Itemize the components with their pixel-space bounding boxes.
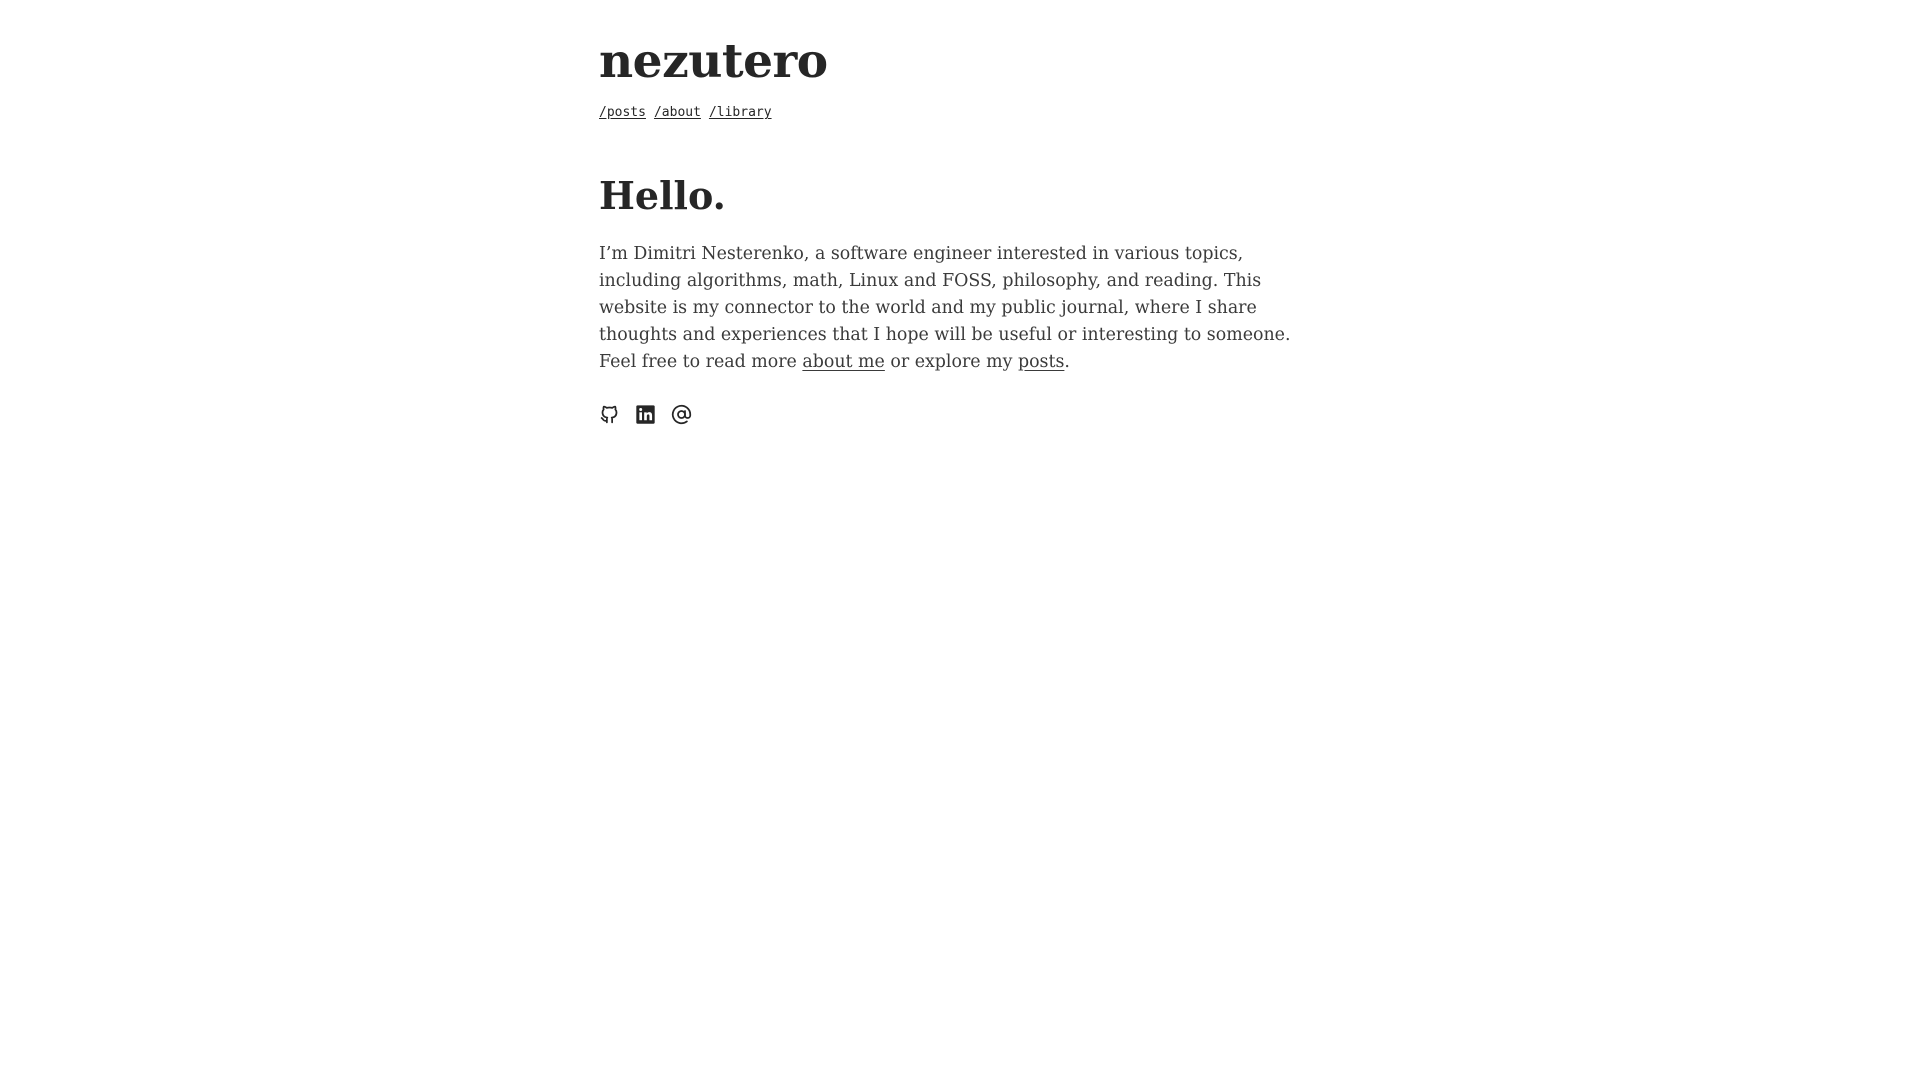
intro-text-3: . xyxy=(1064,352,1070,372)
github-link[interactable] xyxy=(599,404,620,425)
email-at-icon xyxy=(671,404,692,425)
social-links xyxy=(599,404,692,425)
nav-link-library[interactable]: /library xyxy=(708,105,772,120)
intro-text-2: or explore my xyxy=(884,352,1018,372)
nav-link-posts[interactable]: /posts xyxy=(599,105,646,120)
top-nav xyxy=(599,104,772,122)
posts-link[interactable]: posts xyxy=(1017,352,1065,372)
github-icon xyxy=(599,404,620,425)
linkedin-icon xyxy=(635,404,656,425)
email-link[interactable] xyxy=(671,404,692,425)
page-heading: Hello. xyxy=(599,173,726,218)
intro-paragraph xyxy=(599,241,1329,376)
about-me-link[interactable]: about me xyxy=(802,352,885,372)
nav-link-about[interactable]: /about xyxy=(653,105,701,120)
intro-text-1: I’m Dimitri Nesterenko, a software engineer interested in various topics, including algorithms, math, Linux and FOSS, philosophy, and reading. This website is my connector to the world and my public journal, where I share thoughts and experiences that I hope will be useful or interesting to someone. Feel free to read more xyxy=(599,244,1291,372)
linkedin-link[interactable] xyxy=(635,404,656,425)
site-title[interactable]: nezutero xyxy=(599,34,828,89)
